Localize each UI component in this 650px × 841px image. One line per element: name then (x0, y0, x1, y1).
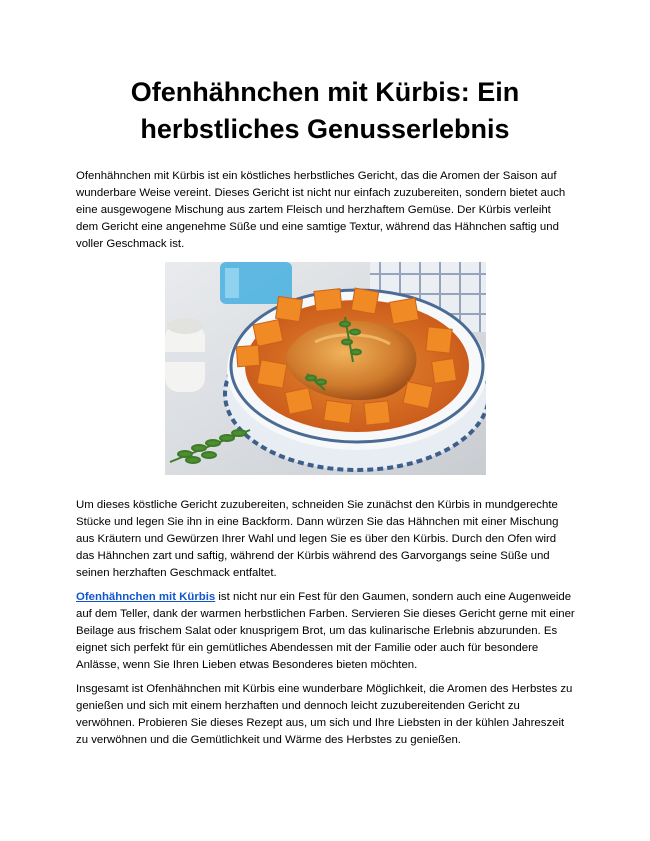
salt-shaker (165, 318, 205, 392)
serving-paragraph (76, 589, 576, 674)
dish-photo (165, 262, 486, 475)
preparation-paragraph: Um dieses köstliche Gericht zuzubereiten, schneiden Sie zunächst den Kürbis in mundgerechte Stücke und legen Sie ihn in eine Backform. Dann würzen Sie das Hähnchen mit einer Mischung aus Kräutern und Gewürzen Ihrer Wahl und legen Sie es über den Kürbis. Durch den Ofen wird das Hähnchen zart und saftig, während der Kürbis während des Garvorgangs seine Süße und seinen herzhaften Geschmack entfaltet. (76, 499, 559, 579)
dish-illustration (165, 262, 486, 475)
intro-paragraph: Ofenhähnchen mit Kürbis ist ein köstliches herbstliches Gericht, das die Aromen der Saison auf wunderbare Weise vereint. Dieses Gericht ist nicht nur einfach zuzubereiten, sondern bietet auch eine ausgewogene Mischung aus zartem Fleisch und herzhaftem Gemüse. Der Kürbis verleiht dem Gericht eine angenehme Süße und eine samtige Textur, während das Hähnchen saftig und voller Geschmack ist. (76, 170, 566, 250)
conclusion-paragraph: Insgesamt ist Ofenhähnchen mit Kürbis eine wunderbare Möglichkeit, die Aromen des Herbstes zu genießen und sich mit einem herzhaften und dennoch leicht zuzubereitenden Gericht zu verwöhnen. Probieren Sie dieses Rezept aus, um sich und Ihre Liebsten in der kühlen Jahreszeit zu verwöhnen und die Gemütlichkeit und Wärme des Herbstes zu genießen. (76, 683, 573, 746)
recipe-link[interactable]: Ofenhähnchen mit Kürbis (76, 591, 216, 603)
serving-text: ist nicht nur ein Fest für den Gaumen, sondern auch eine Augenweide auf dem Teller, dank der warmen herbstlichen Farben. Servieren Sie dieses Gericht gerne mit einer Beilage aus frischem Salat oder knusprigem Brot, um das kulinarische Erlebnis abzurunden. Es eignet sich perfekt für ein gemütliches Abendessen mit der Familie oder auch für besondere Anlässe, wenn Sie Ihren Lieben etwas Besonderes bieten möchten. (76, 591, 575, 671)
page-title: Ofenhähnchen mit Kürbis: Ein herbstliches Genusserlebnis (130, 77, 520, 144)
